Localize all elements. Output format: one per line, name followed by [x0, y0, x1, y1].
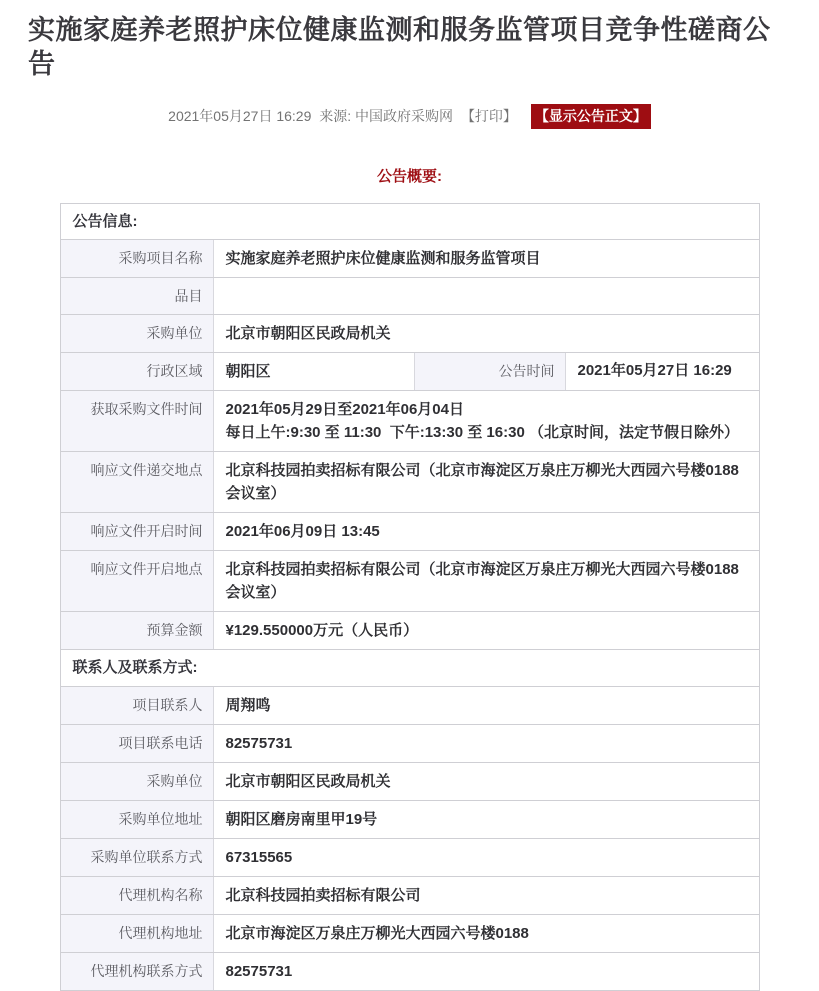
field-value	[214, 953, 759, 990]
field-value	[214, 877, 759, 914]
table-row	[61, 550, 759, 611]
table-row	[61, 314, 759, 352]
field-label: 行政区域	[61, 353, 214, 390]
announcement-summary-table	[60, 203, 760, 991]
field-value-line: ¥129.550000万元（人民币）	[226, 619, 747, 642]
field-value-line: 82575731	[226, 732, 747, 755]
field-label: 获取采购文件时间	[61, 391, 214, 451]
table-row	[61, 239, 759, 277]
field-value-line: 北京科技园拍卖招标有限公司	[226, 884, 747, 907]
summary-heading: 公告概要:	[0, 165, 819, 186]
field-value-line: 2021年05月29日至2021年06月04日	[226, 398, 747, 421]
field-label: 响应文件递交地点	[61, 452, 214, 512]
field-label: 响应文件开启时间	[61, 513, 214, 550]
field-label: 采购单位地址	[61, 801, 214, 838]
field-value: 2021年05月27日 16:29	[566, 353, 759, 390]
field-value-line: 82575731	[226, 960, 747, 983]
section-header-row	[61, 649, 759, 686]
field-value-line: 周翔鸣	[226, 694, 747, 717]
field-value-line: 北京市朝阳区民政局机关	[226, 770, 747, 793]
source-text: 来源: 中国政府采购网	[319, 108, 453, 124]
section-header-row	[61, 204, 759, 240]
field-value	[214, 839, 759, 876]
field-value-line: 2021年06月09日 13:45	[226, 520, 747, 543]
meta-bar	[0, 104, 819, 129]
table-row	[61, 838, 759, 876]
field-value-line: 每日上午:9:30 至 11:30 下午:13:30 至 16:30 （北京时间，法定节假日除外）	[226, 421, 747, 444]
field-value	[214, 687, 759, 724]
field-value-line: 北京市海淀区万泉庄万柳光大西园六号楼0188	[226, 922, 747, 945]
table-row	[61, 724, 759, 762]
field-label: 采购项目名称	[61, 240, 214, 277]
field-value	[214, 452, 759, 512]
table-row	[61, 390, 759, 451]
field-value	[214, 353, 414, 390]
field-value-line: 67315565	[226, 846, 747, 869]
field-label: 采购单位	[61, 763, 214, 800]
field-value	[214, 240, 759, 277]
field-value-line	[226, 285, 747, 307]
table-row	[61, 352, 759, 390]
field-value	[214, 513, 759, 550]
table-row	[61, 914, 759, 952]
field-label: 项目联系电话	[61, 725, 214, 762]
field-value-line: 朝阳区	[226, 360, 402, 383]
table-row	[61, 952, 759, 990]
field-label: 响应文件开启地点	[61, 551, 214, 611]
field-value	[214, 763, 759, 800]
table-row	[61, 800, 759, 838]
table-row	[61, 762, 759, 800]
field-value	[214, 725, 759, 762]
section-header: 公告信息:	[61, 204, 150, 240]
field-label: 采购单位	[61, 315, 214, 352]
field-label: 代理机构地址	[61, 915, 214, 952]
field-label: 公告时间	[414, 353, 566, 390]
print-button[interactable]: 【打印】	[461, 108, 517, 124]
table-row	[61, 611, 759, 649]
field-label: 预算金额	[61, 612, 214, 649]
table-row	[61, 876, 759, 914]
field-label: 采购单位联系方式	[61, 839, 214, 876]
section-header: 联系人及联系方式:	[61, 650, 210, 686]
field-value	[214, 915, 759, 952]
publish-datetime: 2021年05月27日 16:29	[168, 108, 311, 124]
field-value	[214, 612, 759, 649]
field-value-line: 北京科技园拍卖招标有限公司（北京市海淀区万泉庄万柳光大西园六号楼0188 会议室）	[226, 558, 747, 604]
page-title: 实施家庭养老照护床位健康监测和服务监管项目竞争性磋商公告	[28, 14, 791, 82]
field-value	[214, 278, 759, 314]
field-value-line: 北京科技园拍卖招标有限公司（北京市海淀区万泉庄万柳光大西园六号楼0188 会议室）	[226, 459, 747, 505]
field-value-line: 实施家庭养老照护床位健康监测和服务监管项目	[226, 247, 747, 270]
field-value	[214, 315, 759, 352]
field-value	[214, 391, 759, 451]
field-label: 代理机构名称	[61, 877, 214, 914]
field-value-line: 朝阳区磨房南里甲19号	[226, 808, 747, 831]
table-row	[61, 686, 759, 724]
field-value	[214, 801, 759, 838]
table-row	[61, 277, 759, 314]
table-row	[61, 451, 759, 512]
show-announcement-button[interactable]: 【显示公告正文】	[531, 104, 651, 129]
field-value-line: 北京市朝阳区民政局机关	[226, 322, 747, 345]
field-label: 品目	[61, 278, 214, 314]
field-value	[214, 551, 759, 611]
field-label: 项目联系人	[61, 687, 214, 724]
table-row	[61, 512, 759, 550]
field-label: 代理机构联系方式	[61, 953, 214, 990]
